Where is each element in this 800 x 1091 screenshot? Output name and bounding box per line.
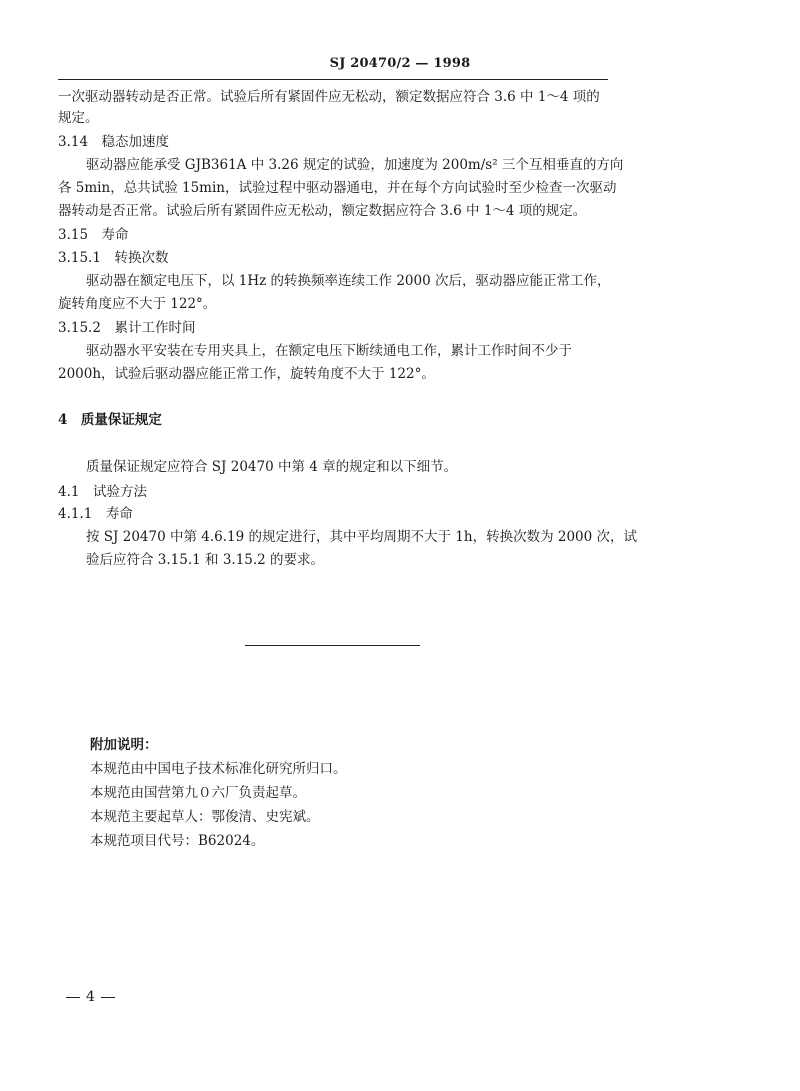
body-line: 规定。 [58, 110, 99, 126]
page-number-value: 4 [86, 989, 95, 1005]
section-3-15-2-heading: 3.15.2 累计工作时间 [58, 320, 196, 336]
page-number-dash [66, 997, 80, 998]
page-number [60, 989, 121, 1005]
body-line: 旋转角度应不大于 122°。 [58, 296, 217, 312]
appendix-title: 附加说明： [90, 737, 158, 753]
body-line: 一次驱动器转动是否正常。试验后所有紧固件应无松动，额定数据应符合 3.6 中 1～4 项的 [58, 89, 600, 105]
section-4-heading: 4 质量保证规定 [58, 412, 162, 428]
body-line: 按 SJ 20470 中第 4.6.19 的规定进行，其中平均周期不大于 1h，转换次数为 2000 次，试 [86, 529, 638, 545]
body-line: 各 5min，总共试验 15min，试验过程中驱动器通电，并在每个方向试验时至少检查一次驱动 [58, 180, 617, 196]
section-3-15-heading: 3.15 寿命 [58, 227, 129, 243]
body-line: 2000h，试验后驱动器应能正常工作，旋转角度不大于 122°。 [58, 366, 435, 382]
section-3-15-1-heading: 3.15.1 转换次数 [58, 250, 169, 266]
body-line: 质量保证规定应符合 SJ 20470 中第 4 章的规定和以下细节。 [86, 459, 458, 475]
appendix-line: 本规范由中国电子技术标准化研究所归口。 [90, 761, 347, 777]
body-line: 驱动器在额定电压下，以 1Hz 的转换频率连续工作 2000 次后，驱动器应能正常工作， [86, 273, 611, 289]
standard-number-header: SJ 20470/2 — 1998 [329, 56, 471, 71]
end-of-text-rule [245, 645, 420, 646]
body-line: 驱动器水平安装在专用夹具上，在额定电压下断续通电工作，累计工作时间不少于 [86, 343, 572, 359]
section-3-14-heading: 3.14 稳态加速度 [58, 134, 170, 150]
section-4-1-heading: 4.1 试验方法 [58, 484, 147, 500]
body-line: 驱动器应能承受 GJB361A 中 3.26 规定的试验，加速度为 200m/s² 三个互相垂直的方向 [86, 157, 624, 173]
section-4-1-1-heading: 4.1.1 寿命 [58, 506, 133, 522]
appendix-line: 本规范项目代号：B62024。 [90, 833, 265, 849]
header-rule [58, 79, 608, 80]
appendix-line: 本规范由国营第九０六厂负责起草。 [90, 785, 306, 801]
page-number-dash [101, 997, 115, 998]
body-line: 器转动是否正常。试验后所有紧固件应无松动，额定数据应符合 3.6 中 1～4 项的规定。 [58, 203, 587, 219]
appendix-line: 本规范主要起草人：鄂俊清、史宪斌。 [90, 809, 320, 825]
body-line: 验后应符合 3.15.1 和 3.15.2 的要求。 [86, 552, 325, 568]
